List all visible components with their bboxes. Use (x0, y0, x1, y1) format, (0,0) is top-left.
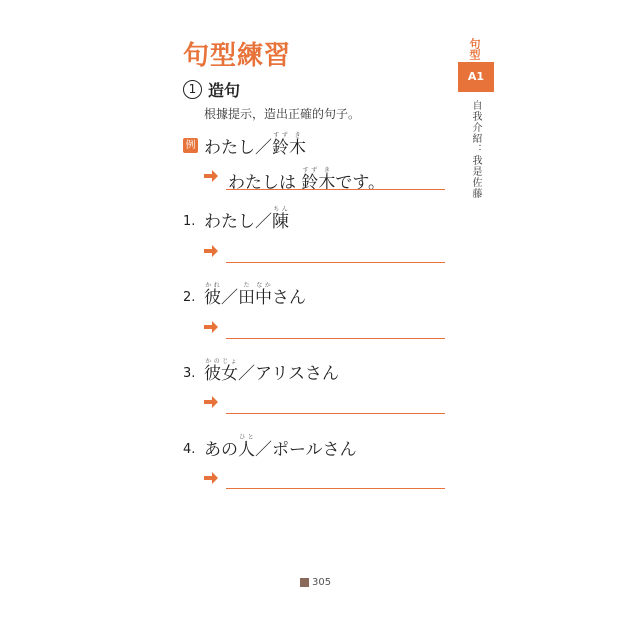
item-prompt: わたし／陳ちん (204, 206, 289, 232)
arrow-right-icon (204, 245, 218, 257)
arrow-right-icon (204, 396, 218, 408)
example-prompt-text: わたし／ (204, 138, 272, 158)
section-title: 造句 (208, 81, 241, 100)
answer-blank[interactable] (226, 338, 445, 339)
square-icon (300, 578, 309, 587)
answer-blank[interactable] (226, 262, 445, 263)
item-prompt: 彼女かのじょ／アリスさん (204, 358, 339, 384)
item-number: 1. (183, 214, 196, 229)
example-answer: わたしは 鈴すず木きです。 (228, 167, 386, 193)
sidebar-label: 句型 (468, 38, 481, 60)
section-number: 1 (183, 80, 202, 99)
instruction-text: 根據提示，造出正確的句子。 (204, 107, 361, 121)
answer-blank[interactable] (226, 413, 445, 414)
sidebar-tab: A1 (458, 62, 494, 92)
item-number: 2. (183, 290, 196, 305)
example-prompt (204, 132, 306, 158)
arrow-right-icon (204, 321, 218, 333)
example-answer-line (226, 189, 445, 190)
example-badge: 例 (183, 138, 198, 153)
answer-blank[interactable] (226, 488, 445, 489)
item-prompt: 彼かれ／田た中なかさん (204, 282, 306, 308)
item-prompt: あの人ひと／ポールさん (204, 434, 357, 460)
sidebar-text: 自我介紹：我是佐藤 (470, 100, 481, 199)
item-number: 4. (183, 442, 196, 457)
page-title: 句型練習 (183, 41, 292, 71)
page-footer (300, 577, 331, 588)
item-number: 3. (183, 366, 196, 381)
page-number: 305 (312, 577, 332, 588)
arrow-right-icon (204, 472, 218, 484)
ruby-word: 鈴すず木き (272, 132, 306, 158)
section-heading (183, 78, 240, 101)
arrow-right-icon (204, 170, 218, 182)
